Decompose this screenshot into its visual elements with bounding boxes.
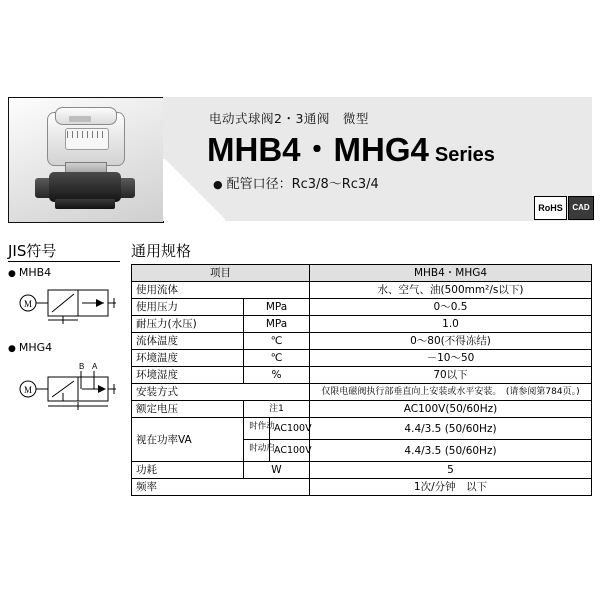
valve-body-illustration	[49, 172, 121, 202]
actuator-nameplate-illustration	[69, 116, 91, 122]
series-word: Series	[434, 144, 495, 166]
bullet-icon: ●	[213, 178, 223, 191]
row-label: 使用流体	[132, 282, 310, 299]
table-row	[132, 350, 592, 367]
port-size-line	[213, 173, 379, 192]
row-voltage: AC100V	[270, 418, 310, 440]
row-label: 耐压力(水压)	[132, 316, 244, 333]
row-value: 5	[310, 462, 592, 479]
row-unit: 注1	[244, 401, 310, 418]
row-value: 70以下	[310, 367, 592, 384]
row-condition-text: 动作时	[247, 421, 275, 430]
jis-item-mhb4	[8, 266, 51, 279]
product-subtitle: 电动式球阀2・3通阀 微型	[209, 111, 369, 126]
table-row	[132, 384, 592, 401]
certification-badges	[534, 196, 592, 220]
row-value: 0～0.5	[310, 299, 592, 316]
jis-symbol-mhg4	[16, 360, 120, 416]
valve-base-illustration	[55, 199, 115, 209]
row-label: 流体温度	[132, 333, 244, 350]
series-name: MHB4・MHG4	[207, 131, 429, 168]
svg-text:M: M	[23, 385, 33, 395]
row-label: 频率	[132, 479, 310, 496]
table-row	[132, 299, 592, 316]
table-row	[132, 479, 592, 496]
row-unit: ℃	[244, 333, 310, 350]
row-value: AC100V(50/60Hz)	[310, 401, 592, 418]
jis-item-mhb4-label: MHB4	[18, 266, 52, 279]
jis-title-underline	[8, 261, 120, 262]
row-condition-text: 启动时	[247, 443, 275, 452]
row-voltage: AC100V	[270, 440, 310, 462]
table-row	[132, 316, 592, 333]
actuator-scale-ticks	[67, 131, 105, 145]
bullet-icon: ●	[8, 269, 16, 279]
row-label: 安装方式	[132, 384, 310, 401]
bullet-icon: ●	[8, 344, 16, 354]
row-label: 额定电压	[132, 401, 244, 418]
table-row	[132, 462, 592, 479]
row-unit: W	[244, 462, 310, 479]
page-title	[207, 124, 495, 171]
spec-section-title: 通用规格	[131, 242, 192, 260]
header-banner	[8, 97, 592, 221]
row-label: 环境湿度	[132, 367, 244, 384]
jis-port-b-label: B	[79, 362, 85, 371]
table-header-row	[132, 265, 592, 282]
specification-table	[131, 264, 592, 496]
table-row	[132, 418, 592, 440]
port-size-text: 配管口径：Rc3/8～Rc3/4	[226, 177, 379, 192]
table-row	[132, 282, 592, 299]
row-value: 1.0	[310, 316, 592, 333]
row-unit: MPa	[244, 316, 310, 333]
rohs-badge: RoHS	[534, 196, 567, 220]
row-value: 水、空气、油(500mm²/s以下)	[310, 282, 592, 299]
jis-symbol-mhb4	[16, 286, 120, 334]
row-label	[132, 299, 244, 316]
jis-item-mhg4	[8, 341, 52, 354]
row-value: 4.4/3.5 (50/60Hz)	[310, 418, 592, 440]
table-row	[132, 333, 592, 350]
row-value: －10～50	[310, 350, 592, 367]
row-condition	[244, 418, 275, 440]
jis-item-mhg4-label: MHG4	[18, 341, 53, 354]
product-photo	[8, 97, 164, 223]
row-value: 0～80(不得冻结)	[310, 333, 592, 350]
jis-port-a-label: A	[92, 362, 98, 371]
table-row	[132, 367, 592, 384]
row-unit: ℃	[244, 350, 310, 367]
row-value: 1次/分钟 以下	[310, 479, 592, 496]
row-label-text: 使用压力	[136, 301, 178, 313]
row-condition	[244, 440, 275, 462]
row-value: 仅限电磁阀执行部垂直向上安装或水平安装。 (请参阅第784页。)	[310, 384, 592, 401]
jis-section-title: JIS符号	[8, 242, 57, 260]
table-row	[132, 401, 592, 418]
row-label: 功耗	[132, 462, 244, 479]
row-unit: MPa	[244, 299, 310, 316]
header-item: 项目	[132, 265, 310, 282]
svg-text:M: M	[23, 299, 33, 309]
row-label: 视在功率VA	[132, 418, 244, 462]
header-model: MHB4・MHG4	[310, 265, 592, 282]
row-unit: %	[244, 367, 310, 384]
row-value: 4.4/3.5 (50/60Hz)	[310, 440, 592, 462]
cad-badge: CAD	[568, 196, 594, 220]
row-label: 环境温度	[132, 350, 244, 367]
